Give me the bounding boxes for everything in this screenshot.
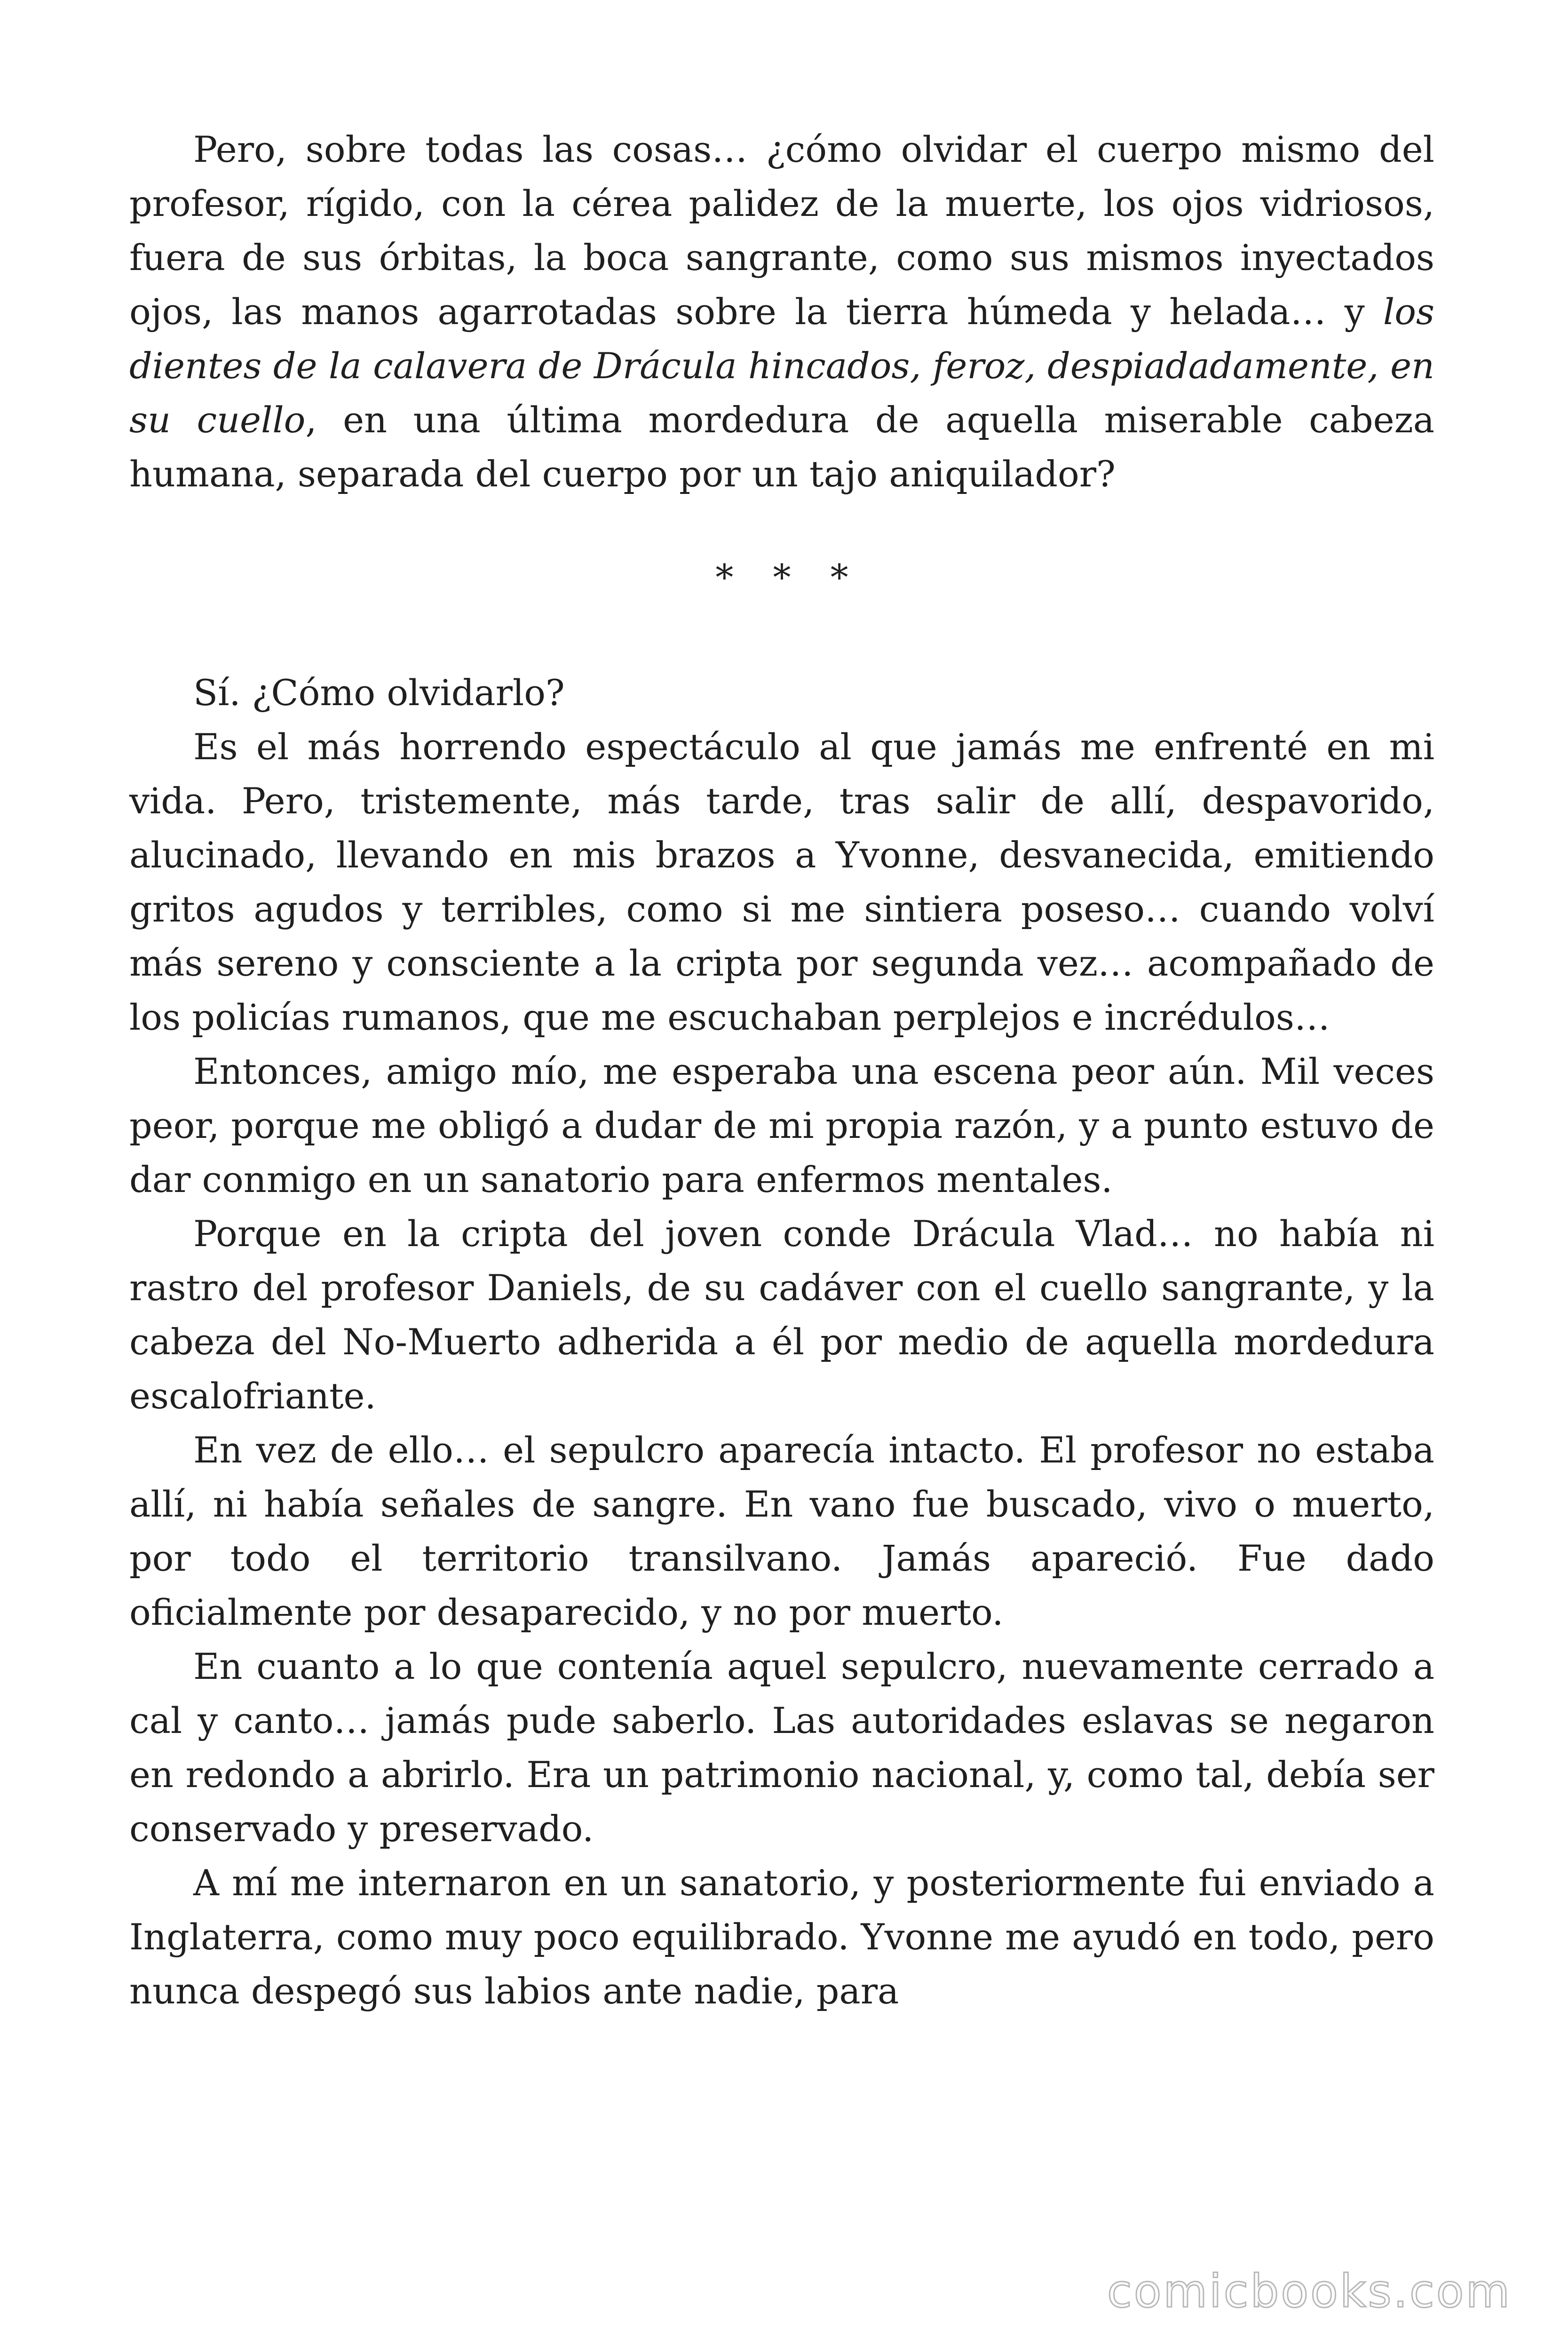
paragraph-4: Entonces, amigo mío, me esperaba una escena peor aún. Mil veces peor, porque me obligó a dudar de mi propia razón, y a punto estuvo de dar conmigo en un sanatorio para enfermos mentales.: [129, 1050, 1434, 1200]
watermark: comicbooks.com: [1107, 2265, 1512, 2318]
book-page: [129, 122, 1434, 2018]
section-separator: * * *: [715, 556, 863, 598]
paragraph-1-italic-text: los dientes de la calavera de Drácula hincados, feroz, despiadadamente, en su cuello: [129, 291, 1434, 441]
paragraph-1: [129, 122, 1434, 501]
paragraph-6: En vez de ello… el sepulcro aparecía intacto. El profesor no estaba allí, ni había señales de sangre. En vano fue buscado, vivo o muerto, por todo el territorio transilvano. Jamás apareció. Fue dado oficialmente por desaparecido, y no por muerto.: [129, 1429, 1434, 1633]
paragraph-1-text-start: Pero, sobre todas las cosas… ¿cómo olvidar el cuerpo mismo del profesor, rígido, con la cérea palidez de la muerte, los ojos vidriosos, fuera de sus órbitas, la boca sangrante, como sus mismos inyectados ojos, las manos agarrotadas sobre la tierra húmeda y helada… y: [129, 128, 1434, 333]
paragraph-3: Es el más horrendo espectáculo al que jamás me enfrenté en mi vida. Pero, tristemente, más tarde, tras salir de allí, despavorido, alucinado, llevando en mis brazos a Yvonne, desvanecida, emitiendo gritos agudos y terribles, como si me sintiera poseso… cuando volví más sereno y consciente a la cripta por segunda vez… acompañado de los policías rumanos, que me escuchaban perplejos e incrédulos…: [129, 726, 1434, 1038]
paragraph-8: A mí me internaron en un sanatorio, y posteriormente fui enviado a Inglaterra, como muy poco equilibrado. Yvonne me ayudó en todo, pero nunca despegó sus labios ante nadie, para: [129, 1862, 1434, 2012]
paragraph-2: Sí. ¿Cómo olvidarlo?: [193, 672, 565, 714]
paragraph-1-text-end: , en una última mordedura de aquella miserable cabeza humana, separada del cuerpo por un tajo aniquilador?: [129, 399, 1435, 495]
paragraph-7: En cuanto a lo que contenía aquel sepulcro, nuevamente cerrado a cal y canto… jamás pude saberlo. Las autoridades eslavas se negaron en redondo a abrirlo. Era un patrimonio nacional, y, como tal, debía ser conservado y preservado.: [129, 1645, 1434, 1850]
paragraph-5: Porque en la cripta del joven conde Drácula Vlad… no había ni rastro del profesor Daniels, de su cadáver con el cuello sangrante, y la cabeza del No-Muerto adherida a él por medio de aquella mordedura escalofriante.: [129, 1213, 1434, 1417]
